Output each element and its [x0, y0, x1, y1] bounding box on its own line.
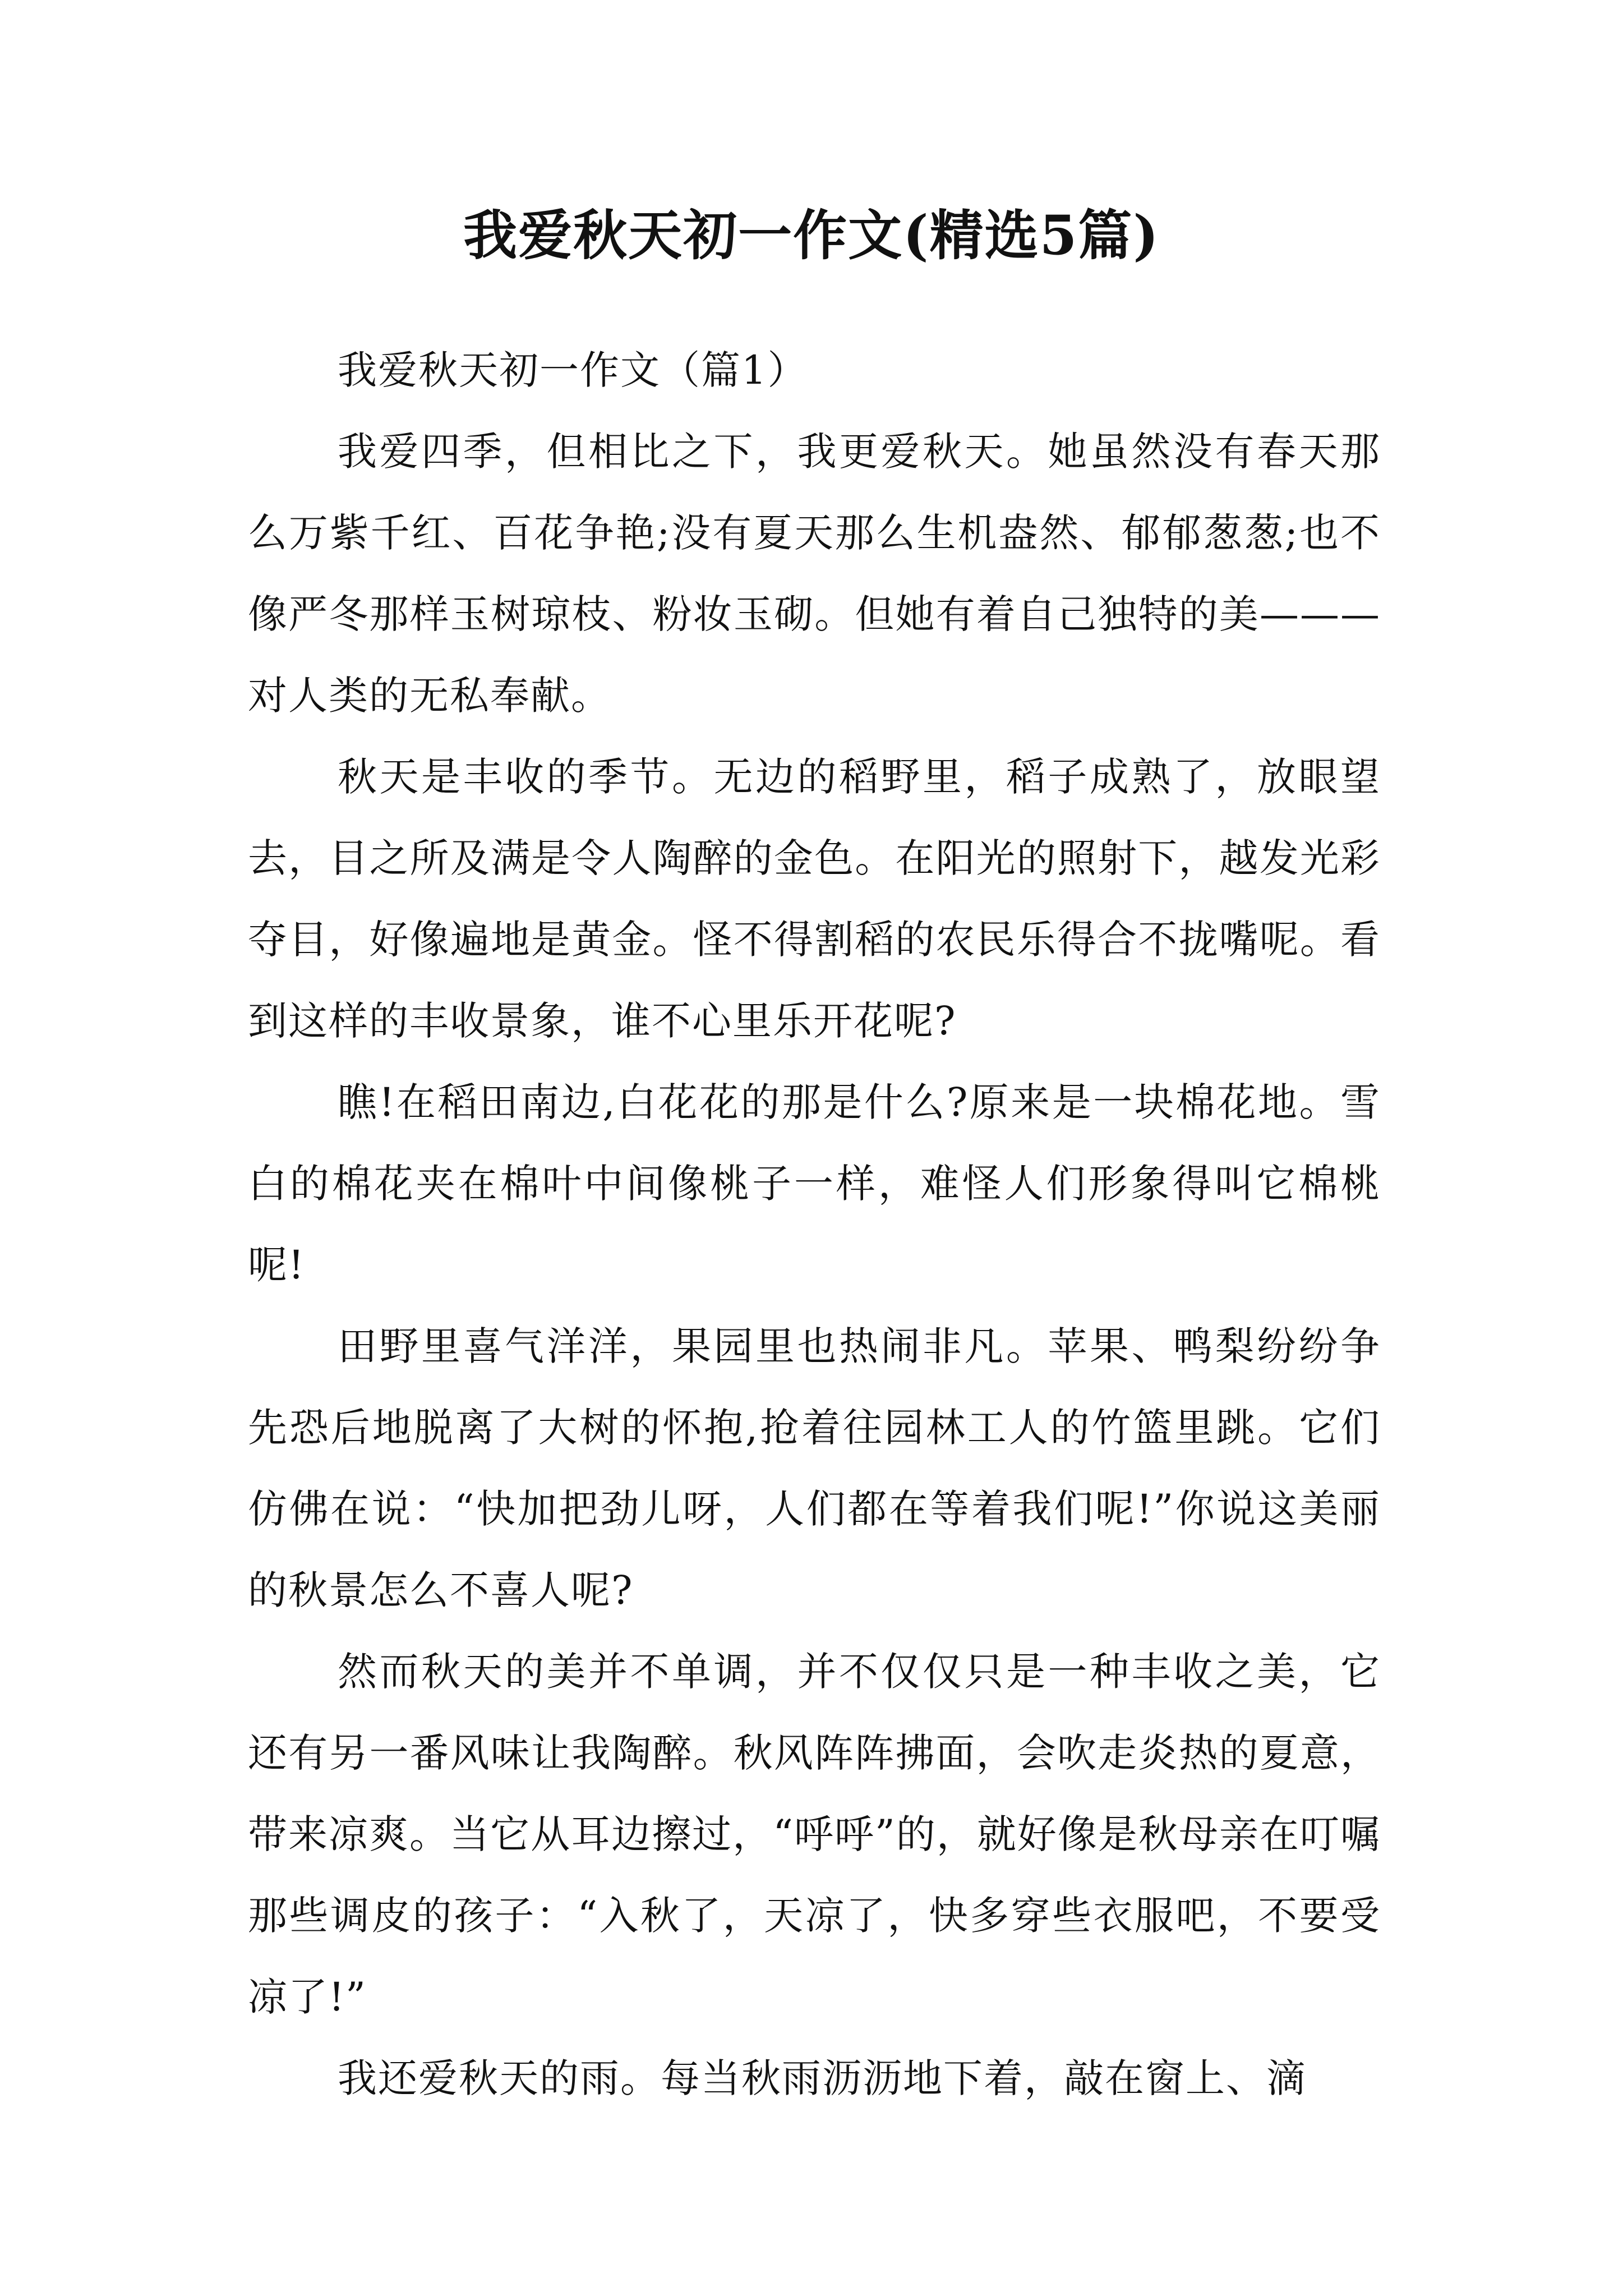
paragraph: 我还爱秋天的雨。每当秋雨沥沥地下着，敲在窗上、滴	[338, 2055, 1307, 2101]
paragraph: 田野里喜气洋洋，果园里也热闹非凡。苹果、鸭梨纷纷争先恐后地脱离了大树的怀抱,抢着往园林工人的竹篮里跳。它们仿佛在说：“快加把劲儿呀，人们都在等着我们呢!”你说这美丽的秋景怎么不喜人呢?	[248, 1323, 1381, 1613]
paragraph: 我爱四季，但相比之下，我更爱秋天。她虽然没有春天那么万紫千红、百花争艳;没有夏天那么生机盎然、郁郁葱葱;也不像严冬那样玉树琼枝、粉妆玉砌。但她有着自己独特的美———对人类的无私奉献。	[248, 429, 1381, 719]
paragraph: 秋天是丰收的季节。无边的稻野里，稻子成熟了，放眼望去，目之所及满是令人陶醉的金色。在阳光的照射下，越发光彩夺目，好像遍地是黄金。怪不得割稻的农民乐得合不拢嘴呢。看到这样的丰收景象，谁不心里乐开花呢?	[248, 754, 1381, 1044]
paragraph: 瞧!在稻田南边,白花花的那是什么?原来是一块棉花地。雪白的棉花夹在棉叶中间像桃子一样，难怪人们形象得叫它棉桃呢!	[248, 1079, 1381, 1288]
document-title: 我爱秋天初一作文(精选5篇)	[463, 204, 1160, 267]
document-body	[248, 330, 1381, 2119]
paragraph: 然而秋天的美并不单调，并不仅仅只是一种丰收之美，它还有另一番风味让我陶醉。秋风阵阵拂面，会吹走炎热的夏意，带来凉爽。当它从耳边擦过，“呼呼”的，就好像是秋母亲在叮嘱那些调皮的孩子：“入秋了，天凉了，快多穿些衣服吧，不要受凉了!”	[248, 1649, 1381, 2020]
section-heading: 我爱秋天初一作文（篇1）	[338, 347, 808, 393]
